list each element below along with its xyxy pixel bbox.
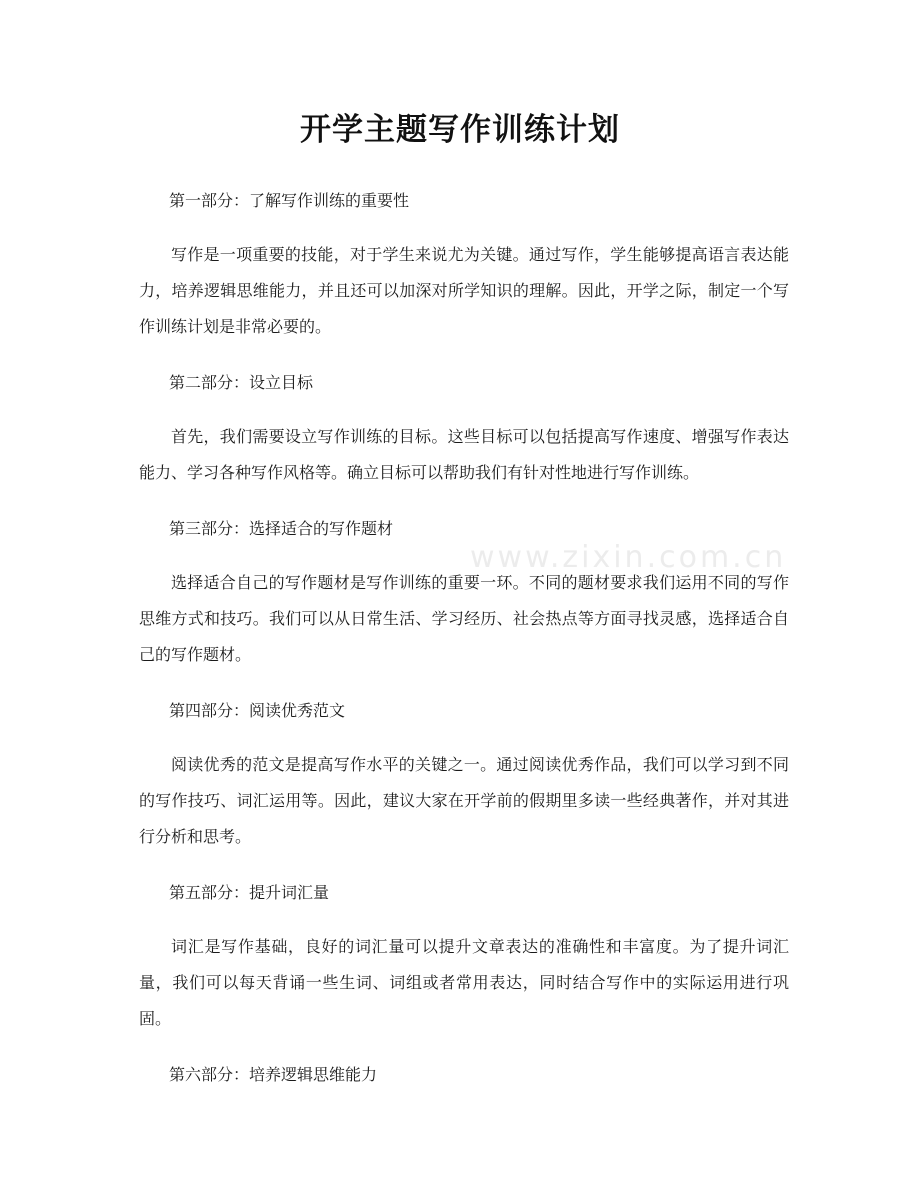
section-paragraph-3: 选择适合自己的写作题材是写作训练的重要一环。不同的题材要求我们运用不同的写作思维方式和技巧。我们可以从日常生活、学习经历、社会热点等方面寻找灵感，选择适合自己的写作题材。: [139, 573, 789, 664]
section-heading-6: 第六部分：培养逻辑思维能力: [169, 1065, 378, 1084]
watermark: www.zixin.com.cn: [470, 540, 787, 575]
document-body: [139, 183, 789, 1111]
section-paragraph-4: 阅读优秀的范文是提高写作水平的关键之一。通过阅读优秀作品，我们可以学习到不同的写作技巧、词汇运用等。因此，建议大家在开学前的假期里多读一些经典著作，并对其进行分析和思考。: [139, 755, 789, 846]
section-heading-1: 第一部分：了解写作训练的重要性: [169, 191, 410, 210]
section-heading-3: 第三部分：选择适合的写作题材: [169, 519, 394, 538]
section-paragraph-5: 词汇是写作基础，良好的词汇量可以提升文章表达的准确性和丰富度。为了提升词汇量，我们可以每天背诵一些生词、词组或者常用表达，同时结合写作中的实际运用进行巩固。: [139, 937, 789, 1028]
section-heading-2: 第二部分：设立目标: [169, 373, 314, 392]
document-title: 开学主题写作训练计划: [300, 112, 620, 148]
section-heading-5: 第五部分：提升词汇量: [169, 883, 330, 902]
section-paragraph-1: 写作是一项重要的技能，对于学生来说尤为关键。通过写作，学生能够提高语言表达能力，培养逻辑思维能力，并且还可以加深对所学知识的理解。因此，开学之际，制定一个写作训练计划是非常必要的。: [139, 245, 789, 336]
section-paragraph-2: 首先，我们需要设立写作训练的目标。这些目标可以包括提高写作速度、增强写作表达能力、学习各种写作风格等。确立目标可以帮助我们有针对性地进行写作训练。: [139, 427, 789, 482]
section-heading-4: 第四部分：阅读优秀范文: [169, 701, 346, 720]
